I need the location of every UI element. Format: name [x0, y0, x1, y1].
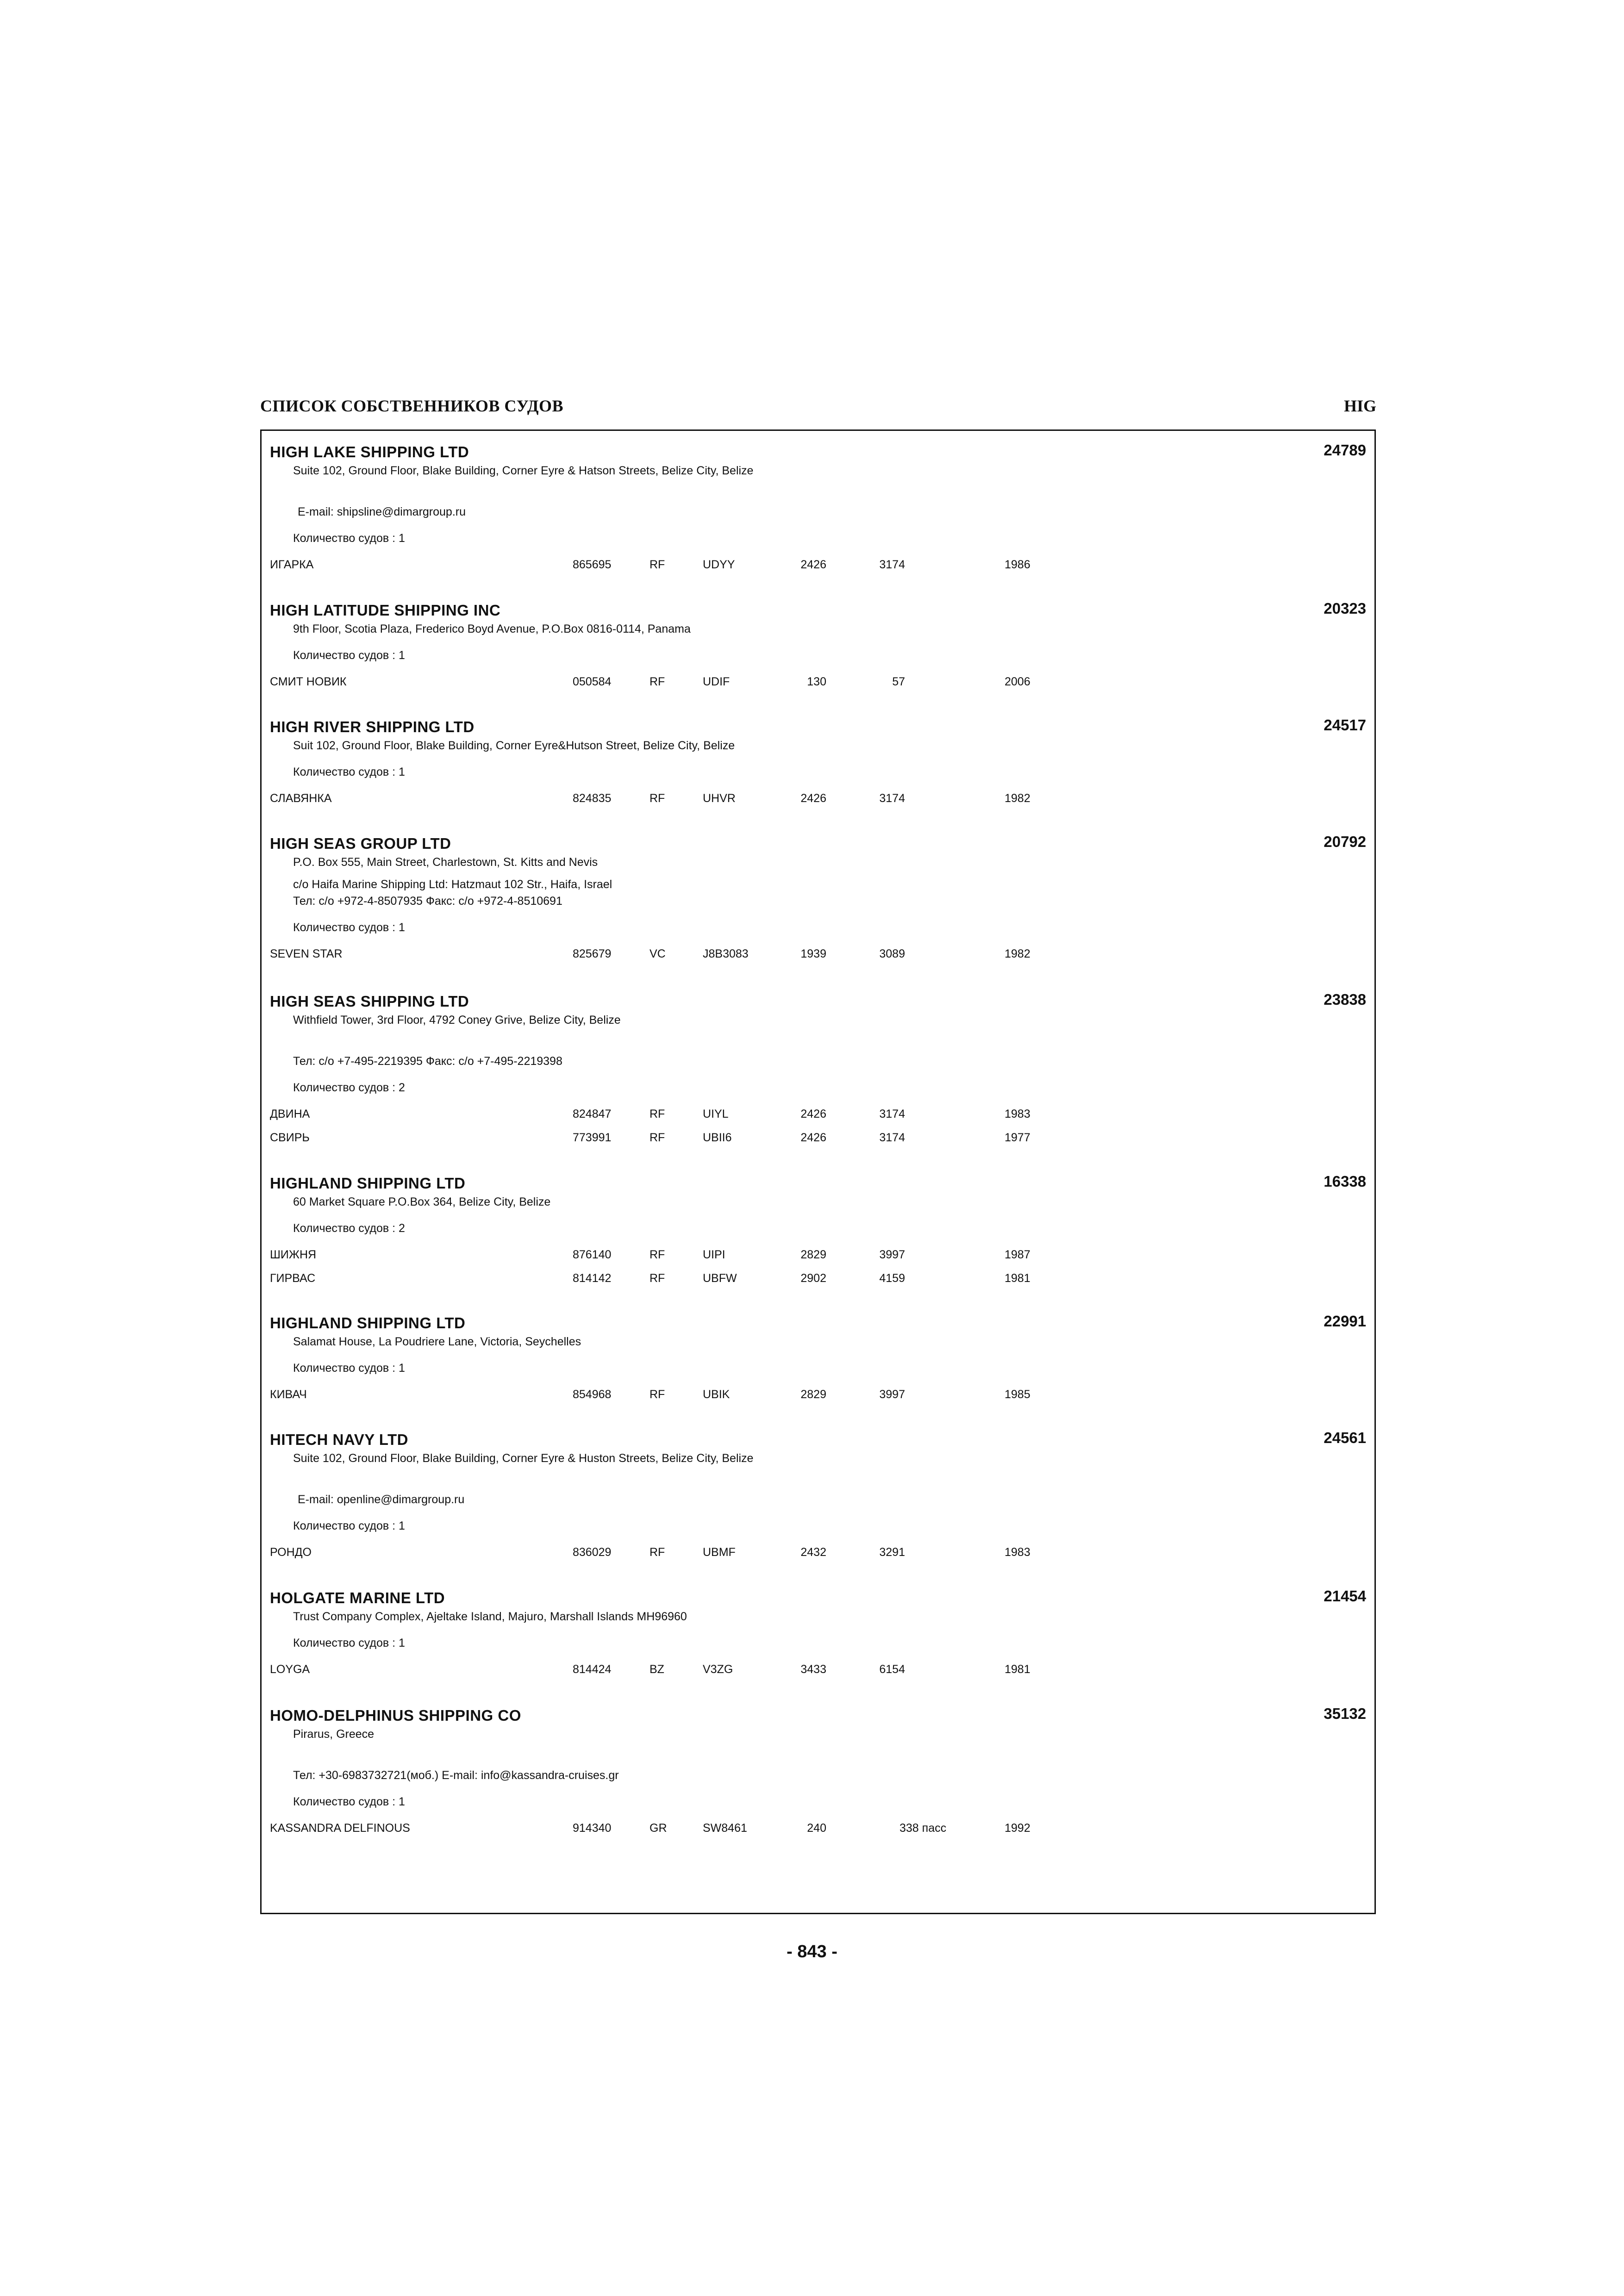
owner-address: 60 Market Square P.O.Box 364, Belize City, Belize: [293, 1195, 551, 1208]
ship-imo: 050584: [573, 675, 612, 688]
owner-phone: Тел: +30-6983732721(моб.) E-mail: info@kassandra-cruises.gr: [293, 1769, 619, 1782]
ship-dwt: 3997: [879, 1388, 905, 1401]
owner-email: E-mail: openline@dimargroup.ru: [298, 1493, 465, 1506]
page-number: - 843 -: [787, 1942, 837, 1961]
owner-name: HOLGATE MARINE LTD: [270, 1589, 445, 1606]
ship-imo: 773991: [573, 1131, 612, 1144]
page-header-title: СПИСОК СОБСТВЕННИКОВ СУДОВ: [260, 397, 564, 415]
ship-gt: 2426: [800, 1108, 826, 1120]
ship-count: Количество судов : 1: [293, 649, 405, 662]
ship-flag: RF: [650, 1131, 665, 1144]
ship-count: Количество судов : 1: [293, 1519, 405, 1532]
ship-callsign: SW8461: [703, 1822, 747, 1835]
owner-address: Salamat House, La Poudriere Lane, Victoria, Seychelles: [293, 1335, 581, 1348]
ship-year: 1981: [1005, 1663, 1031, 1676]
ship-imo: 814142: [573, 1272, 612, 1285]
ship-year: 1982: [1005, 792, 1031, 805]
ship-callsign: UDIF: [703, 675, 730, 688]
ship-name: KASSANDRA DELFINOUS: [270, 1822, 410, 1835]
ship-flag: GR: [650, 1822, 667, 1835]
ship-flag: RF: [650, 1546, 665, 1559]
ship-count: Количество судов : 1: [293, 1636, 405, 1649]
ship-dwt: 57: [892, 675, 905, 688]
ship-name: SEVEN STAR: [270, 947, 343, 960]
ship-gt: 2426: [800, 792, 826, 805]
ship-name: ДВИНА: [270, 1108, 310, 1120]
ship-callsign: UIYL: [703, 1108, 729, 1120]
ship-name: СМИТ НОВИК: [270, 675, 347, 688]
ship-imo: 814424: [573, 1663, 612, 1676]
ship-callsign: UIPI: [703, 1248, 725, 1261]
ship-name: ШИЖНЯ: [270, 1248, 317, 1261]
ship-count: Количество судов : 2: [293, 1081, 405, 1094]
ship-callsign: UHVR: [703, 792, 736, 805]
ship-dwt: 3089: [879, 947, 905, 960]
ship-imo: 876140: [573, 1248, 612, 1261]
ship-imo: 914340: [573, 1822, 612, 1835]
ship-year: 1983: [1005, 1546, 1031, 1559]
ship-dwt: 3174: [879, 1131, 905, 1144]
ship-gt: 2829: [800, 1248, 826, 1261]
owner-code: 23838: [1324, 991, 1366, 1008]
ship-count: Количество судов : 1: [293, 1795, 405, 1808]
ship-callsign: UBMF: [703, 1546, 736, 1559]
ship-dwt: 6154: [879, 1663, 905, 1676]
ship-count: Количество судов : 1: [293, 765, 405, 778]
owner-name: HOMO-DELPHINUS SHIPPING CO: [270, 1707, 521, 1724]
ship-dwt: 3291: [879, 1546, 905, 1559]
ship-gt: 2432: [800, 1546, 826, 1559]
owner-name: HIGHLAND SHIPPING LTD: [270, 1314, 466, 1332]
owner-code: 24789: [1324, 442, 1366, 459]
owner-address: Suite 102, Ground Floor, Blake Building, Corner Eyre & Hatson Streets, Belize City, Belize: [293, 464, 754, 477]
owner-address: 9th Floor, Scotia Plaza, Frederico Boyd Avenue, P.O.Box 0816-0114, Panama: [293, 622, 691, 635]
ship-callsign: V3ZG: [703, 1663, 733, 1676]
ship-callsign: UBFW: [703, 1272, 737, 1285]
owner-name: HIGH SEAS SHIPPING LTD: [270, 993, 469, 1010]
ship-count: Количество судов : 1: [293, 921, 405, 934]
ship-imo: 854968: [573, 1388, 612, 1401]
owner-code: 20792: [1324, 833, 1366, 850]
owner-address: Trust Company Complex, Ajeltake Island, Majuro, Marshall Islands MH96960: [293, 1610, 687, 1623]
ship-gt: 3433: [800, 1663, 826, 1676]
owner-code: 16338: [1324, 1173, 1366, 1190]
ship-flag: RF: [650, 792, 665, 805]
owner-name: HIGH LATITUDE SHIPPING INC: [270, 602, 501, 619]
ship-dwt: 3174: [879, 558, 905, 571]
ship-gt: 1939: [800, 947, 826, 960]
ship-year: 1981: [1005, 1272, 1031, 1285]
ship-dwt: 4159: [879, 1272, 905, 1285]
owner-code: 24561: [1324, 1429, 1366, 1446]
ship-callsign: UBII6: [703, 1131, 732, 1144]
owner-name: HIGHLAND SHIPPING LTD: [270, 1175, 466, 1192]
owner-name: HIGH SEAS GROUP LTD: [270, 835, 451, 852]
owner-address-2: c/o Haifa Marine Shipping Ltd: Hatzmaut 102 Str., Haifa, Israel: [293, 878, 612, 891]
ship-gt: 130: [807, 675, 826, 688]
ship-flag: RF: [650, 1272, 665, 1285]
owner-phone: Тел: c/o +7-495-2219395 Факс: c/o +7-495-2219398: [293, 1055, 562, 1068]
owner-code: 20323: [1324, 600, 1366, 617]
ship-year: 1985: [1005, 1388, 1031, 1401]
ship-gt: 2902: [800, 1272, 826, 1285]
ship-callsign: UBIK: [703, 1388, 730, 1401]
owner-address: Suite 102, Ground Floor, Blake Building, Corner Eyre & Huston Streets, Belize City, Belize: [293, 1452, 754, 1465]
owner-address: P.O. Box 555, Main Street, Charlestown, St. Kitts and Nevis: [293, 856, 598, 869]
ship-name: LOYGA: [270, 1663, 310, 1676]
ship-imo: 825679: [573, 947, 612, 960]
ship-count: Количество судов : 1: [293, 1362, 405, 1375]
ship-flag: BZ: [650, 1663, 664, 1676]
ship-imo: 836029: [573, 1546, 612, 1559]
ship-year: 1982: [1005, 947, 1031, 960]
ship-name: РОНДО: [270, 1546, 312, 1559]
ship-flag: VC: [650, 947, 666, 960]
ship-year: 1986: [1005, 558, 1031, 571]
ship-dwt: 338 пасс: [899, 1822, 947, 1835]
ship-imo: 824835: [573, 792, 612, 805]
ship-count: Количество судов : 1: [293, 532, 405, 545]
owner-address: Withfield Tower, 3rd Floor, 4792 Coney Grive, Belize City, Belize: [293, 1014, 621, 1027]
owner-name: HIGH LAKE SHIPPING LTD: [270, 443, 469, 460]
ship-flag: RF: [650, 1108, 665, 1120]
owner-phone: Тел: c/o +972-4-8507935 Факс: c/o +972-4-8510691: [293, 895, 562, 908]
owner-code: 24517: [1324, 716, 1366, 734]
ship-callsign: UDYY: [703, 558, 735, 571]
ship-dwt: 3174: [879, 1108, 905, 1120]
ship-flag: RF: [650, 1388, 665, 1401]
ship-gt: 2829: [800, 1388, 826, 1401]
owner-email: E-mail: shipsline@dimargroup.ru: [298, 505, 466, 518]
owner-code: 21454: [1324, 1587, 1366, 1605]
ship-gt: 240: [807, 1822, 826, 1835]
ship-year: 2006: [1005, 675, 1031, 688]
ship-flag: RF: [650, 558, 665, 571]
owner-code: 35132: [1324, 1705, 1366, 1722]
ship-year: 1983: [1005, 1108, 1031, 1120]
ship-year: 1987: [1005, 1248, 1031, 1261]
ship-gt: 2426: [800, 558, 826, 571]
ship-count: Количество судов : 2: [293, 1222, 405, 1235]
owner-code: 22991: [1324, 1313, 1366, 1330]
ship-dwt: 3997: [879, 1248, 905, 1261]
ship-callsign: J8B3083: [703, 947, 749, 960]
ship-name: ГИРВАС: [270, 1272, 316, 1285]
ship-year: 1977: [1005, 1131, 1031, 1144]
page-header-section: HIG: [1343, 397, 1376, 415]
ship-name: СВИРЬ: [270, 1131, 310, 1144]
ship-imo: 865695: [573, 558, 612, 571]
owner-name: HITECH NAVY LTD: [270, 1431, 409, 1448]
ship-name: ИГАРКА: [270, 558, 314, 571]
ship-flag: RF: [650, 675, 665, 688]
ship-name: КИВАЧ: [270, 1388, 307, 1401]
owner-address: Pirarus, Greece: [293, 1728, 375, 1741]
ship-imo: 824847: [573, 1108, 612, 1120]
owners-list-frame: [260, 429, 1376, 1914]
ship-dwt: 3174: [879, 792, 905, 805]
ship-name: СЛАВЯНКА: [270, 792, 332, 805]
owner-address: Suit 102, Ground Floor, Blake Building, Corner Eyre&Hutson Street, Belize City, Belize: [293, 739, 735, 752]
ship-year: 1992: [1005, 1822, 1031, 1835]
ship-flag: RF: [650, 1248, 665, 1261]
ship-gt: 2426: [800, 1131, 826, 1144]
owner-name: HIGH RIVER SHIPPING LTD: [270, 718, 475, 735]
